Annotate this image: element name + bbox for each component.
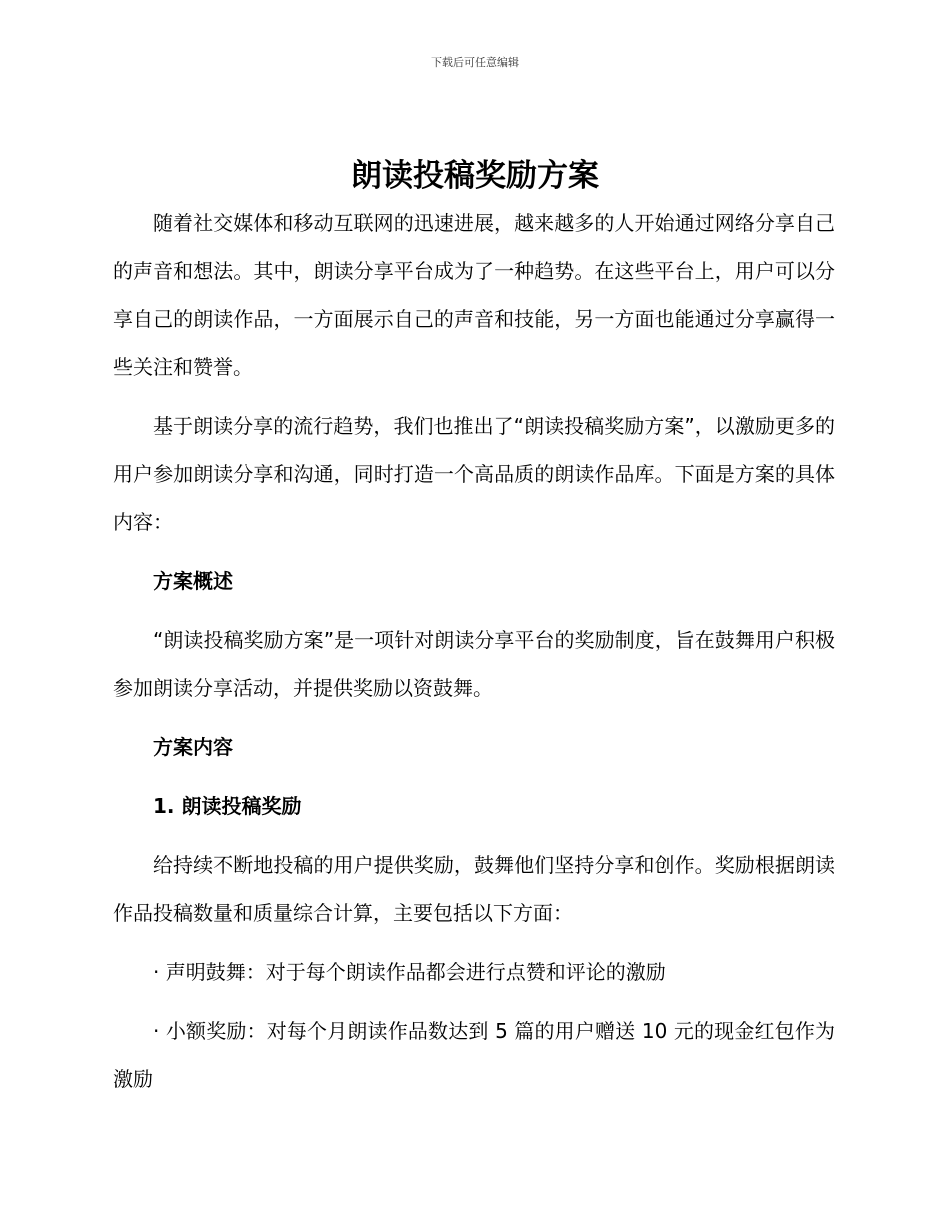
intro-paragraph: 随着社交媒体和移动互联网的迅速进展，越来越多的人开始通过网络分享自己的声音和想法。其中，朗读分享平台成为了一种趋势。在这些平台上，用户可以分享自己的朗读作品，一方面展示自己的声音和技能，另一方面也能通过分享赢得一些关注和赞誉。 <box>113 211 835 379</box>
page-title: 朗读投稿奖励方案 <box>351 158 599 194</box>
reward-paragraph: 给持续不断地投稿的用户提供奖励，鼓舞他们坚持分享和创作。奖励根据朗读作品投稿数量和质量综合计算，主要包括以下方面： <box>113 853 835 925</box>
section-heading-overview: 方案概述 <box>153 569 233 593</box>
bullet-item: · 小额奖励：对每个月朗读作品数达到 5 篇的用户赠送 10 元的现金红包作为激励 <box>113 1019 835 1091</box>
bullet-item: · 声明鼓舞：对于每个朗读作品都会进行点赞和评论的激励 <box>153 960 666 984</box>
page-header-note: 下载后可任意编辑 <box>431 56 519 69</box>
section-heading-content: 方案内容 <box>153 735 233 759</box>
background-paragraph: 基于朗读分享的流行趋势，我们也推出了“朗读投稿奖励方案”，以激励更多的用户参加朗读分享和沟通，同时打造一个高品质的朗读作品库。下面是方案的具体内容： <box>113 414 835 534</box>
document-body <box>113 199 835 1114</box>
overview-paragraph: “朗读投稿奖励方案”是一项针对朗读分享平台的奖励制度，旨在鼓舞用户积极参加朗读分享活动，并提供奖励以资鼓舞。 <box>113 628 835 700</box>
subsection-heading-reward: 1. 朗读投稿奖励 <box>153 794 302 818</box>
